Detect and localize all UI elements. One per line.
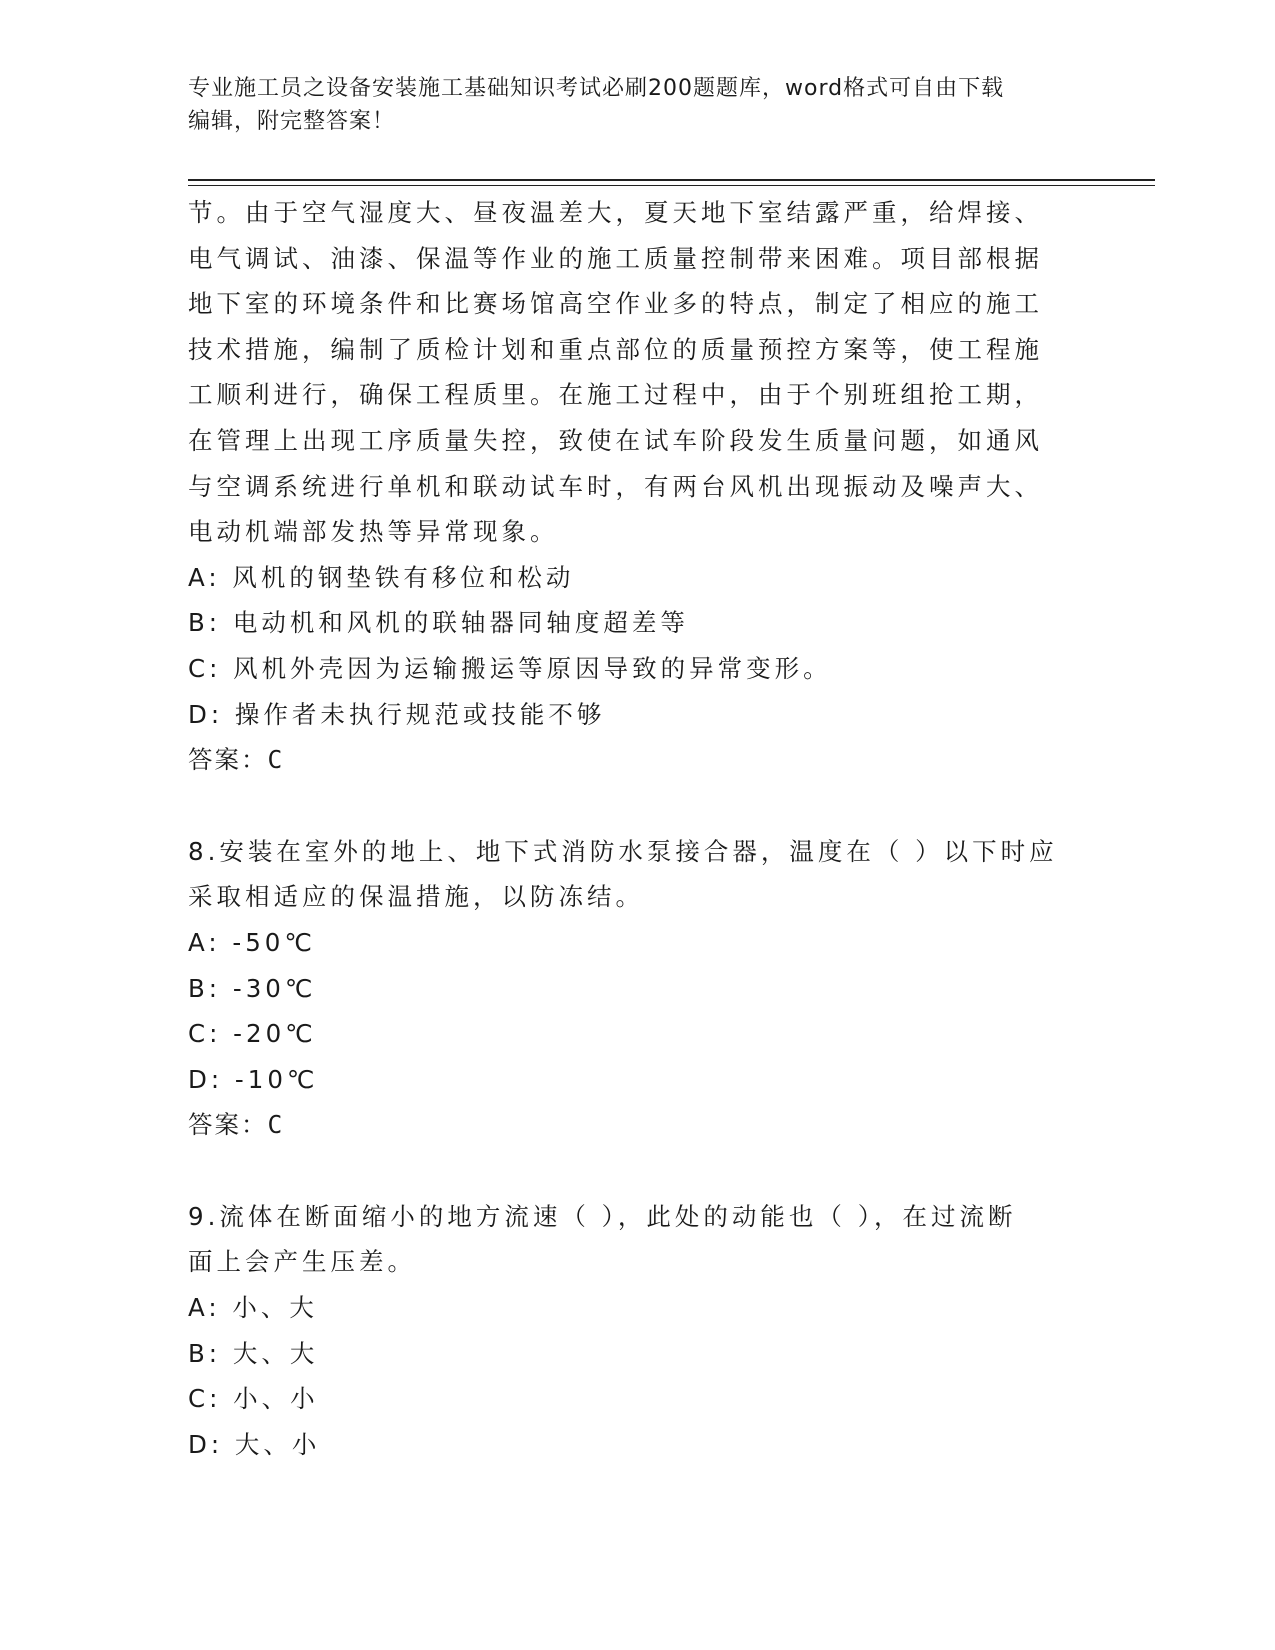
question-7 — [188, 190, 1088, 783]
spacer — [188, 1148, 1088, 1194]
option-d: D: 大、小 — [188, 1429, 321, 1459]
answer: 答案：C — [188, 1110, 285, 1140]
option-b: B: 电动机和风机的联轴器同轴度超差等 — [188, 608, 689, 638]
header-line-1: 专业施工员之设备安装施工基础知识考试必刷200题题库，word格式可自由下载 — [188, 76, 1005, 101]
option-b: B: -30℃ — [188, 973, 317, 1003]
question-text-line: 节。由于空气湿度大、昼夜温差大，夏天地下室结露严重，给焊接、 — [188, 198, 1043, 227]
option-d: D: 操作者未执行规范或技能不够 — [188, 699, 606, 729]
option-a: A: 小、大 — [188, 1293, 318, 1323]
question-9 — [188, 1194, 1088, 1468]
option-c: C: 小、小 — [188, 1384, 319, 1414]
spacer — [188, 783, 1088, 829]
question-text-line: 9.流体在断面缩小的地方流速（ ），此处的动能也（ ），在过流断 — [188, 1201, 1017, 1231]
answer: 答案：C — [188, 745, 285, 775]
question-text-line: 在管理上出现工序质量失控，致使在试车阶段发生质量问题，如通风 — [188, 425, 1043, 455]
header-rule-thick — [188, 179, 1155, 181]
question-text-line: 与空调系统进行单机和联动试车时，有两台风机出现振动及噪声大、 — [188, 471, 1043, 501]
option-b: B: 大、大 — [188, 1338, 319, 1368]
header-rule-thin — [188, 185, 1155, 186]
question-text-line: 面上会产生压差。 — [188, 1247, 416, 1277]
document-body — [188, 190, 1088, 1467]
question-text-line: 采取相适应的保温措施，以防冻结。 — [188, 882, 644, 912]
option-c: C: -20℃ — [188, 1019, 317, 1049]
question-text-line: 技术措施，编制了质检计划和重点部位的质量预控方案等，使工程施 — [188, 334, 1043, 364]
option-d: D: -10℃ — [188, 1064, 319, 1094]
option-c: C: 风机外壳因为运输搬运等原因导致的异常变形。 — [188, 653, 832, 683]
option-a: A: 风机的钢垫铁有移位和松动 — [188, 562, 575, 592]
question-text-line: 电气调试、油漆、保温等作业的施工质量控制带来困难。项目部根据 — [188, 243, 1043, 273]
header-line-2: 编辑，附完整答案！ — [188, 109, 396, 134]
question-text-line: 地下室的环境条件和比赛场馆高空作业多的特点，制定了相应的施工 — [188, 289, 1043, 319]
document-header — [188, 72, 1088, 138]
question-text-line: 电动机端部发热等异常现象。 — [188, 517, 559, 547]
option-a: A: -50℃ — [188, 927, 316, 957]
question-text-line: 8.安装在室外的地上、地下式消防水泵接合器，温度在（ ）以下时应 — [188, 836, 1058, 866]
question-8 — [188, 829, 1088, 1148]
question-text-line: 工顺利进行，确保工程质里。在施工过程中，由于个别班组抢工期， — [188, 380, 1043, 410]
